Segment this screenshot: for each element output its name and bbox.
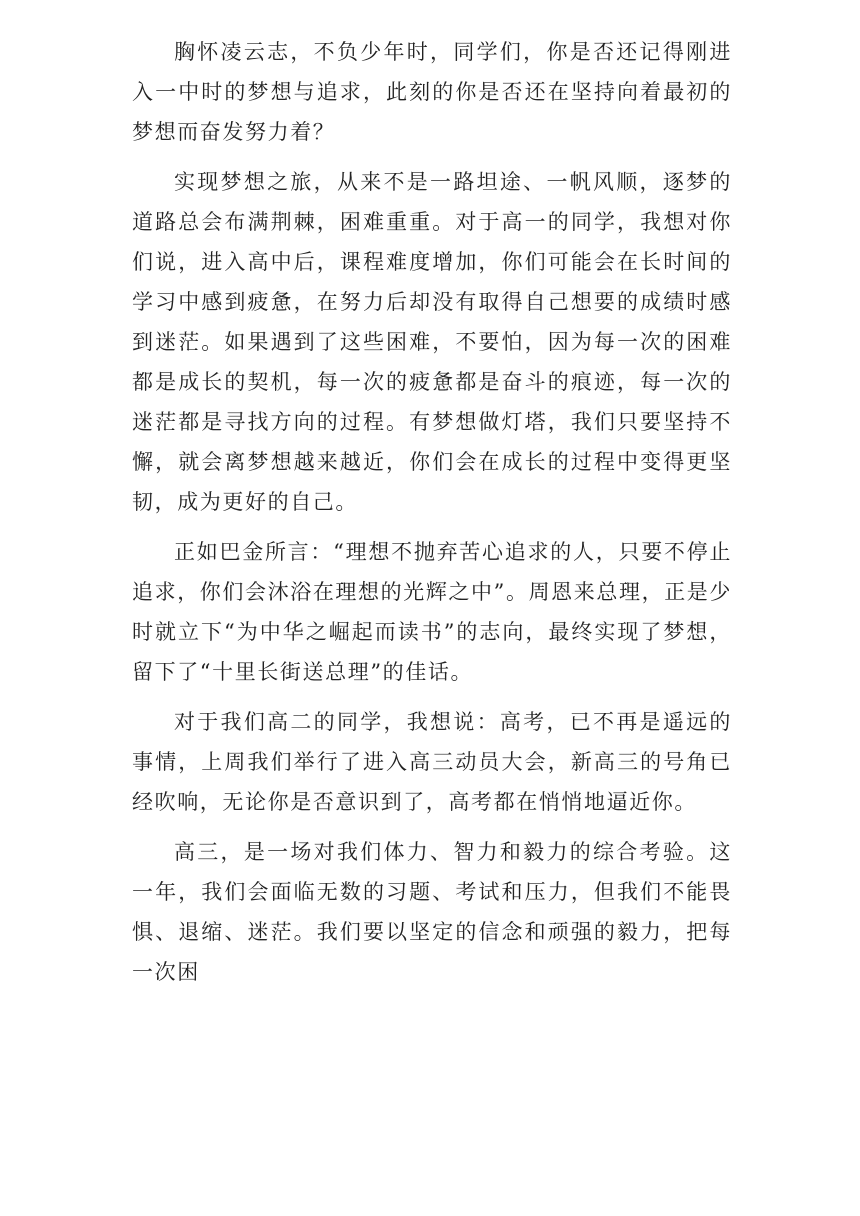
paragraph-2: 实现梦想之旅，从来不是一路坦途、一帆风顺，逐梦的道路总会布满荆棘，困难重重。对于高一的同学，我想对你们说，进入高中后，课程难度增加，你们可能会在长时间的学习中感到疲惫，在努力后却没有取得自己想要的成绩时感到迷茫。如果遇到了这些困难，不要怕，因为每一次的困难都是成长的契机，每一次的疲惫都是奋斗的痕迹，每一次的迷茫都是寻找方向的过程。有梦想做灯塔，我们只要坚持不懈，就会离梦想越来越近，你们会在成长的过程中变得更坚韧，成为更好的自己。 bbox=[132, 170, 732, 514]
paragraph-5: 高三，是一场对我们体力、智力和毅力的综合考验。这一年，我们会面临无数的习题、考试和压力，但我们不能畏惧、退缩、迷茫。我们要以坚定的信念和顽强的毅力，把每一次困 bbox=[132, 840, 732, 984]
paragraph-4: 对于我们高二的同学，我想说：高考，已不再是遥远的事情，上周我们举行了进入高三动员大会，新高三的号角已经吹响，无论你是否意识到了，高考都在悄悄地逼近你。 bbox=[132, 710, 732, 814]
paragraph-3: 正如巴金所言：“理想不抛弃苦心追求的人，只要不停止追求，你们会沐浴在理想的光辉之中”。周恩来总理，正是少时就立下“为中华之崛起而读书”的志向，最终实现了梦想，留下了“十里长街送总理”的佳话。 bbox=[132, 540, 732, 684]
paragraph-1: 胸怀凌云志，不负少年时，同学们，你是否还记得刚进入一中时的梦想与追求，此刻的你是否还在坚持向着最初的梦想而奋发努力着？ bbox=[132, 40, 732, 144]
document-body bbox=[132, 32, 732, 1002]
